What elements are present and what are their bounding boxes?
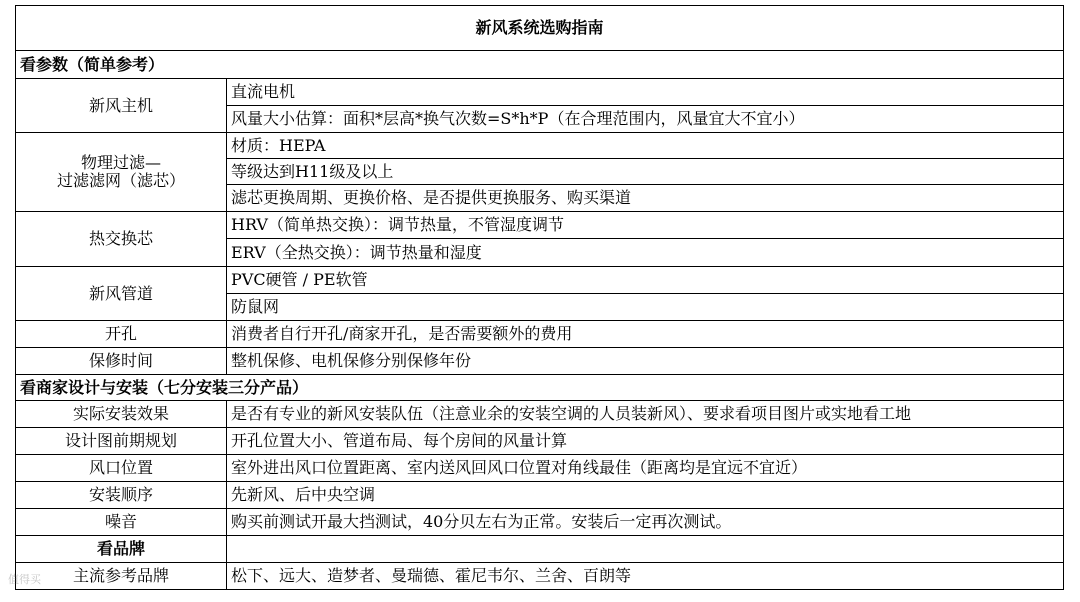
exchange-item-hrv: HRV（简单热交换）：调节热量，不管湿度调节	[227, 212, 1064, 239]
watermark-text: 值得买	[8, 573, 41, 586]
row-label-effect: 实际安装效果	[16, 401, 227, 428]
filter-label-line2: 过滤滤网（滤芯）	[56, 171, 185, 190]
row-label-vent: 风口位置	[16, 455, 227, 482]
plan-value: 开孔位置大小、管道布局、每个房间的风量计算	[227, 428, 1064, 455]
hole-value: 消费者自行开孔/商家开孔，是否需要额外的费用	[227, 321, 1064, 348]
duct-item-rodent-guard: 防鼠网	[227, 294, 1064, 321]
table-title: 新风系统选购指南	[16, 6, 1064, 51]
filter-label-line1: 物理过滤—	[80, 153, 161, 172]
vent-value: 室外进出风口位置距离、室内送风回风口位置对角线最佳（距离均是宜远不宜近）	[227, 455, 1064, 482]
filter-item-replacement: 滤芯更换周期、更换价格、是否提供更换服务、购买渠道	[227, 185, 1064, 212]
section-install-header: 看商家设计与安装（七分安装三分产品）	[16, 375, 1064, 401]
row-label-order: 安装顺序	[16, 482, 227, 509]
exchange-item-erv: ERV（全热交换）：调节热量和湿度	[227, 239, 1064, 267]
row-label-host: 新风主机	[16, 79, 227, 133]
row-label-brands: 主流参考品牌	[16, 563, 227, 590]
noise-value: 购买前测试开最大挡测试，40分贝左右为正常。安装后一定再次测试。	[227, 509, 1064, 536]
row-label-warranty: 保修时间	[16, 348, 227, 375]
row-label-noise: 噪音	[16, 509, 227, 536]
duct-item-pipe: PVC硬管 / PE软管	[227, 267, 1064, 294]
warranty-value: 整机保修、电机保修分别保修年份	[227, 348, 1064, 375]
row-label-filter	[16, 133, 227, 212]
row-label-hole: 开孔	[16, 321, 227, 348]
effect-value: 是否有专业的新风安装队伍（注意业余的安装空调的人员装新风）、要求看项目图片或实地看工地	[227, 401, 1064, 428]
row-label-plan: 设计图前期规划	[16, 428, 227, 455]
section-brand-header: 看品牌	[16, 536, 227, 563]
section-params-header: 看参数（简单参考）	[16, 51, 1064, 79]
host-item-airflow: 风量大小估算：面积*层高*换气次数=S*h*P（在合理范围内，风量宜大不宜小）	[227, 106, 1064, 133]
row-label-exchange: 热交换芯	[16, 212, 227, 267]
brands-value: 松下、远大、造梦者、曼瑞德、霍尼韦尔、兰舍、百朗等	[227, 563, 1064, 590]
row-label-duct: 新风管道	[16, 267, 227, 321]
purchase-guide-table	[15, 5, 1064, 590]
order-value: 先新风、后中央空调	[227, 482, 1064, 509]
filter-item-grade: 等级达到H11级及以上	[227, 159, 1064, 185]
filter-item-material: 材质：HEPA	[227, 133, 1064, 159]
host-item-motor: 直流电机	[227, 79, 1064, 106]
brand-header-empty	[227, 536, 1064, 563]
